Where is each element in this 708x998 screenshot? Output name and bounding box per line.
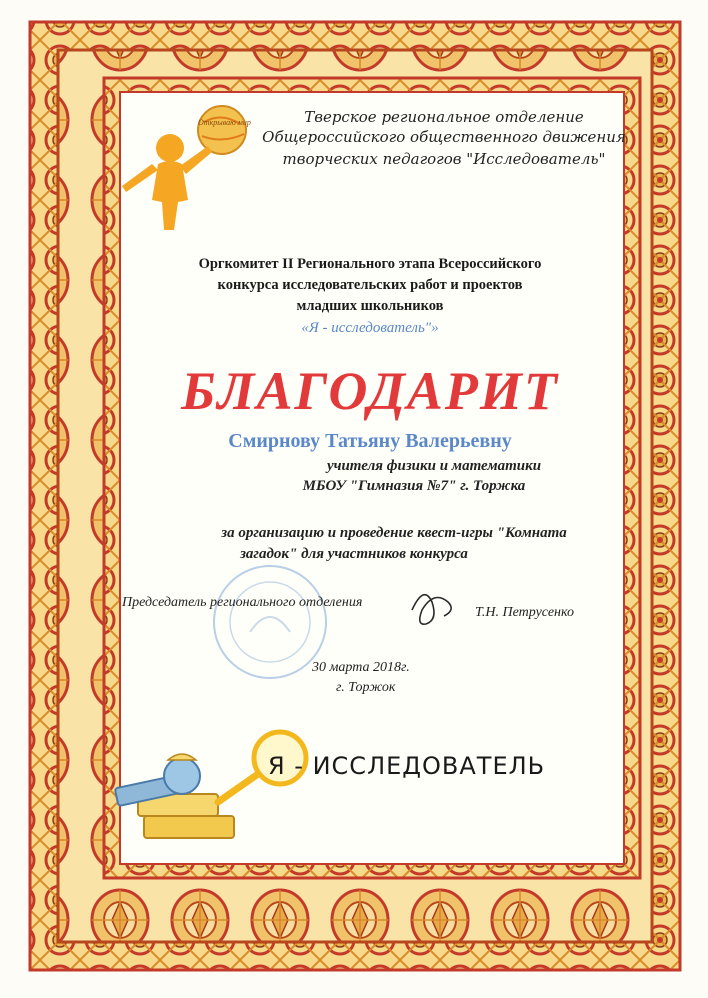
handwritten-signature (404, 580, 464, 630)
issue-date: 30 марта 2018г. (312, 660, 410, 675)
organizer-line-2: конкурса исследовательских работ и проектов (217, 277, 523, 293)
reason-line-1: за организацию и проведение квест-игры "Комната (221, 525, 567, 541)
organizer-line-3: младших школьников (296, 298, 444, 314)
header-line-1: Тверское региональное отделение (304, 108, 584, 126)
signature-role: Председатель регионального отделения (122, 595, 363, 610)
header-line-3: творческих педагогов "Исследователь" (282, 150, 606, 168)
issue-city: г. Торжок (336, 680, 396, 695)
recipient-position: учителя физики и математики (326, 458, 542, 474)
recipient-school: МБОУ "Гимназия №7" г. Торжка (302, 478, 526, 494)
certificate-title: БЛАГОДАРИТ (181, 361, 559, 421)
organizer-line-1: Оргкомитет II Регионального этапа Всероссийского (198, 256, 542, 272)
reason-line-2: загадок" для участников конкурса (240, 546, 468, 562)
logo-text: Я - ИССЛЕДОВАТЕЛЬ (268, 752, 546, 780)
magnifier-books-illustration (108, 722, 318, 852)
recipient-name: Смирнову Татьяну Валерьевну (228, 430, 512, 452)
contest-name: «Я - исследователь"» (301, 320, 439, 336)
globe-caption: Открываю мир (198, 118, 251, 127)
signature-name: Т.Н. Петрусенко (475, 605, 574, 620)
header-line-2: Общероссийского общественного движения (262, 128, 626, 146)
